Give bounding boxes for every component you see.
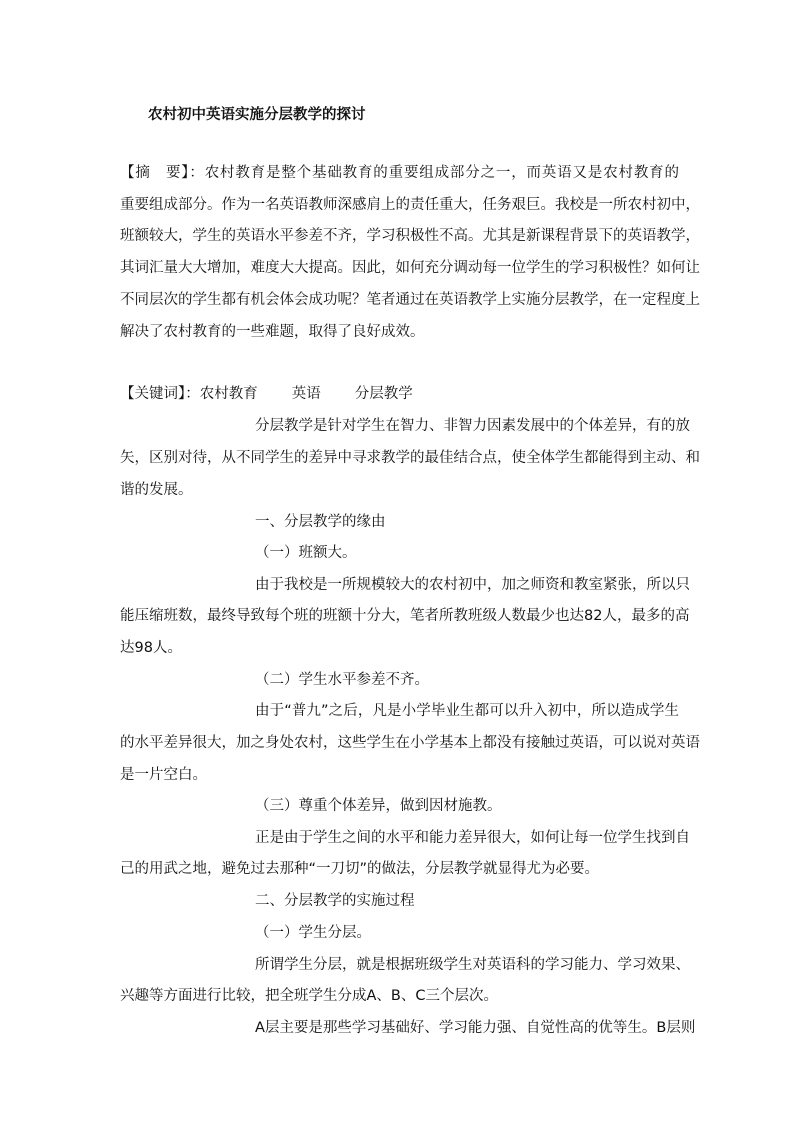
body-line: 由于“普九”之后，凡是小学毕业生都可以升入初中，所以造成学生 <box>255 703 679 719</box>
body-line: 是一片空白。 <box>120 767 207 783</box>
body-line: 所谓学生分层，就是根据班级学生对英语科的学习能力、学习效果、 <box>255 957 690 973</box>
abstract-line: 班额较大，学生的英语水平参差不齐，学习积极性不高。尤其是新课程背景下的英语教学， <box>120 228 700 244</box>
body-line: 谐的发展。 <box>120 482 193 498</box>
subsection-heading: （一）班额大。 <box>255 545 357 561</box>
body-line: A层主要是那些学习基础好、学习能力强、自觉性高的优等生。B层则 <box>255 1020 696 1036</box>
body-line: 己的用武之地，避免过去那种“一刀切”的做法，分层教学就显得尤为必要。 <box>120 861 600 877</box>
body-line: 由于我校是一所规模较大的农村初中，加之师资和教室紧张，所以只 <box>255 577 690 593</box>
body-line: 达98人。 <box>120 640 182 656</box>
body-line: 矢，区别对待，从不同学生的差异中寻求教学的最佳结合点，使全体学生都能得到主动、和 <box>120 450 700 466</box>
subsection-heading: （三）尊重个体差异，做到因材施教。 <box>255 798 502 814</box>
keywords-label: 【关键词】： <box>120 386 200 402</box>
body-line: 的水平差异很大，加之身处农村，这些学生在小学基本上都没有接触过英语，可以说对英语 <box>120 735 700 751</box>
abstract-line: 重要组成部分。作为一名英语教师深感肩上的责任重大，任务艰巨。我校是一所农村初中， <box>120 197 700 213</box>
subsection-heading: （二）学生水平参差不齐。 <box>255 672 429 688</box>
body-line: 正是由于学生之间的水平和能力差异很大，如何让每一位学生找到自 <box>255 830 690 846</box>
keyword: 分层教学 <box>354 386 413 402</box>
document-title: 农村初中英语实施分层教学的探讨 <box>148 107 366 123</box>
abstract-line: 【摘 要】：农村教育是整个基础教育的重要组成部分之一，而英语又是农村教育的 <box>120 165 679 181</box>
keyword: 英语 <box>291 386 321 402</box>
body-line: 能压缩班数，最终导致每个班的班额十分大，笔者所教班级人数最少也达82人，最多的高 <box>120 608 690 624</box>
body-line: 兴趣等方面进行比较，把全班学生分成A、B、C三个层次。 <box>120 988 498 1004</box>
abstract-line: 不同层次的学生都有机会体会成功呢？笔者通过在英语教学上实施分层教学，在一定程度上 <box>120 292 700 308</box>
body-line: 分层教学是针对学生在智力、非智力因素发展中的个体差异，有的放 <box>255 418 690 434</box>
subsection-heading: （一）学生分层。 <box>255 925 371 941</box>
abstract-line: 解决了农村教育的一些难题，取得了良好成效。 <box>120 324 425 340</box>
abstract-line: 其词汇量大大增加，难度大大提高。因此，如何充分调动每一位学生的学习积极性？如何让 <box>120 260 700 276</box>
keywords-line <box>120 384 413 404</box>
keyword: 农村教育 <box>199 386 258 402</box>
section-heading: 二、分层教学的实施过程 <box>255 893 415 909</box>
section-heading: 一、分层教学的缘由 <box>255 514 386 530</box>
